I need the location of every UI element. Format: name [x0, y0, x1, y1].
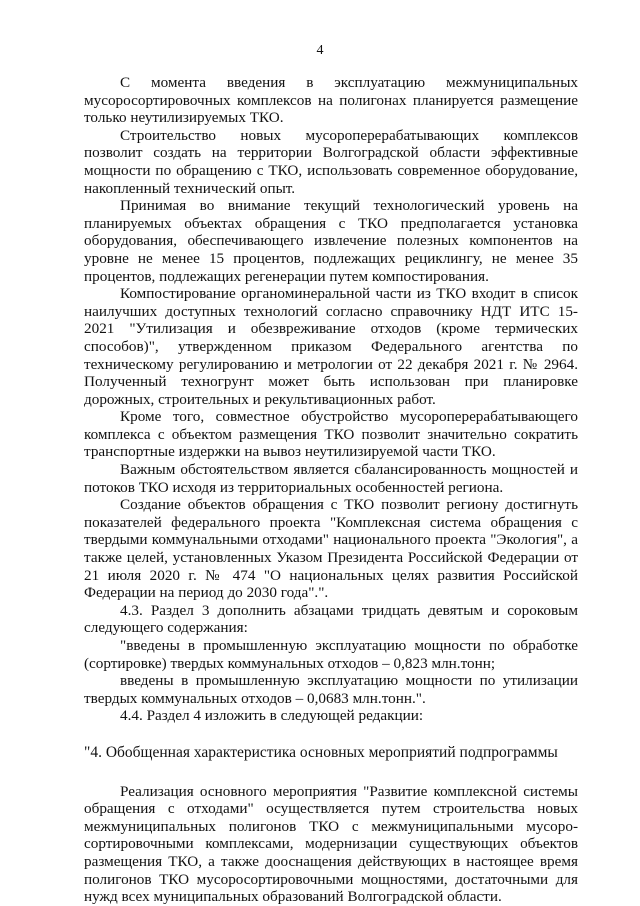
paragraph-8: 4.3. Раздел 3 дополнить абзацами тридцать девятым и сороковым следующего содержания:: [84, 601, 578, 637]
paragraph-5: Кроме того, совместное обустройство мусороперерабатывающего комплекса с объектом размещения ТКО позволит значительно сократить транспортные издержки на вывоз неутилизируемой части ТКО.: [84, 408, 578, 461]
paragraph-4: Компостирование органоминеральной части из ТКО входит в список наилучших доступных технологий согласно справочнику НДТ ИТС 15-2021 "Утилизация и обезвреживание отходов (кроме термических способов)", утвержденном приказом Федерального агентства по техническому регулированию и метрологии от 22 декабря 2021 г. № 2964. Полученный техногрунт может быть использован при планировке дорожных, строительных и рекультивационных работ.: [84, 285, 578, 408]
document-body: [84, 74, 578, 906]
amendment-line: 4.4. Раздел 4 изложить в следующей редакции:: [120, 707, 424, 725]
page-number: 4: [316, 43, 324, 58]
quote-paragraph-2: введены в промышленную эксплуатацию мощности по утилизации твердых коммунальных отходов – 0,0683 млн.тонн.".: [84, 672, 578, 707]
paragraph-2: Строительство новых мусороперерабатывающих комплексов позволит создать на территории Волгоградской области эффективные мощности по обращению с ТКО, использовать современное оборудование, накопленный технический опыт.: [84, 126, 578, 197]
quote-paragraph-1: "введены в промышленную эксплуатацию мощности по обработке (сортировке) твердых коммунальных отходов – 0,823 млн.тонн;: [84, 637, 578, 672]
paragraph-1: С момента введения в эксплуатацию межмуниципальных мусоросортировочных комплексов на полигонах планируется размещение только неутилизируемых ТКО.: [84, 74, 578, 127]
paragraph-3: Принимая во внимание текущий технологический уровень на планируемых объектах обращения с ТКО предполагается установка оборудования, обеспечивающего извлечение полезных компонентов на уровне не менее 15 процентов, подлежащих рециклингу, не менее 35 процентов, подлежащих регенерации путем компостирования.: [84, 197, 578, 285]
paragraph-7: Создание объектов обращения с ТКО позволит региону достигнуть показателей федерального проекта "Комплексная система обращения с твердыми коммунальными отходами" национального проекта "Экология", а также целей, установленных Указом Президента Российской Федерации от 21 июля 2020 г. № 474 "О национальных целях развития Российской Федерации на период до 2030 года".".: [84, 496, 578, 602]
section-heading: "4. Обобщенная характеристика основных мероприятий подпрограммы: [84, 743, 558, 761]
final-paragraph: Реализация основного мероприятия "Развитие комплексной системы обращения с отходами" осуществляется путем строительства новых межмуниципальных полигонов ТКО с межмуниципальными мусоро-сортировочными комплексами, модернизации существующих объектов размещения ТКО, а также дооснащения действующих в настоящее время полигонов ТКО мусоросортировочными мощностями, достаточными для нужд всех муниципальных образований Волгоградской области.: [84, 782, 578, 906]
paragraph-6: Важным обстоятельством является сбалансированность мощностей и потоков ТКО исходя из территориальных особенностей региона.: [84, 461, 578, 496]
